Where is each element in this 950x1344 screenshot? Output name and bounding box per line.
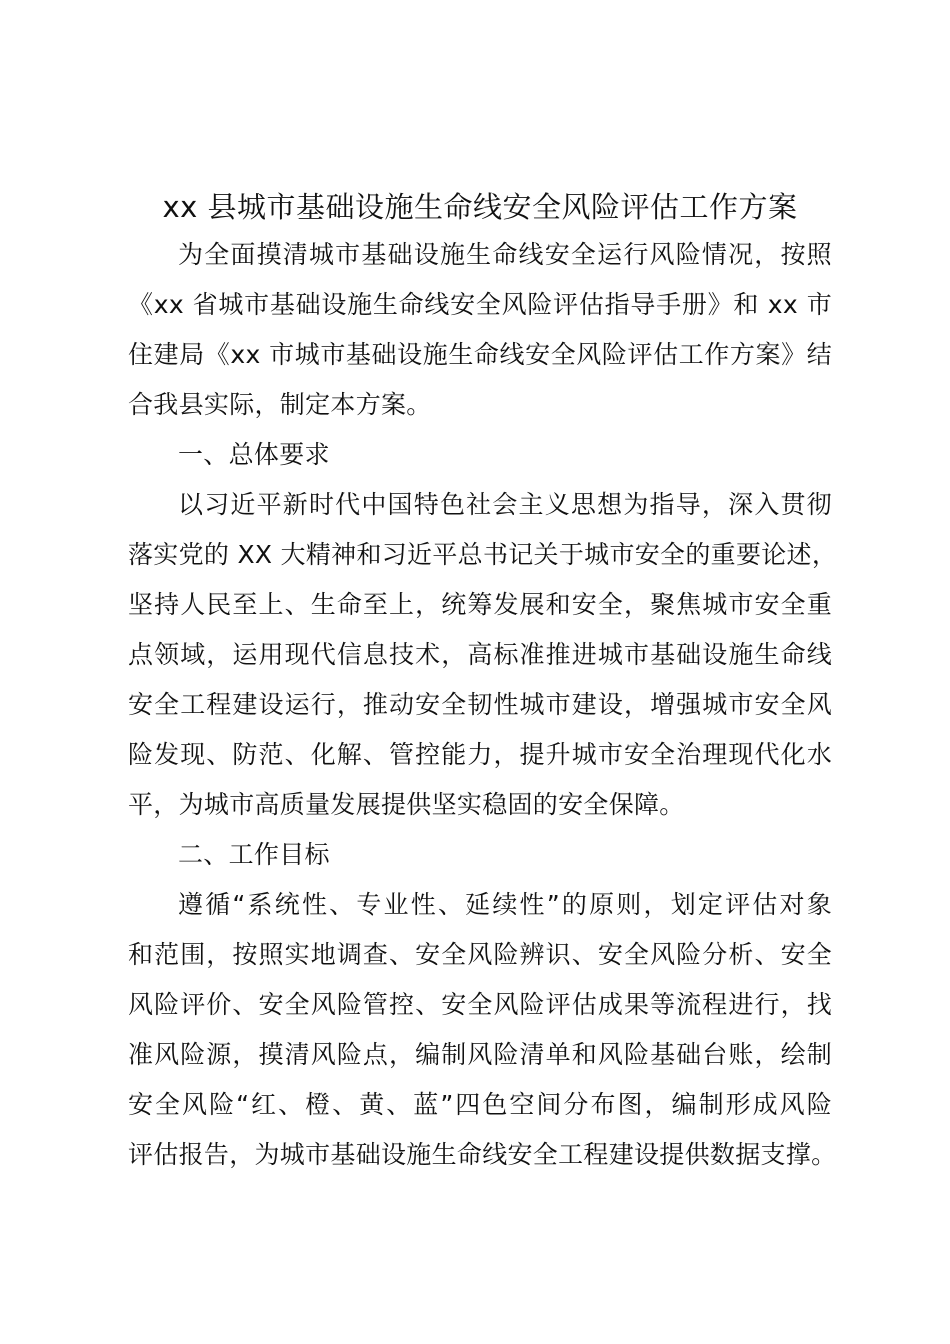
paragraph-line: 《xx 省城市基础设施生命线安全风险评估指导手册》和 xx 市 <box>128 290 832 319</box>
section2-paragraph <box>128 880 837 1180</box>
paragraph-line: 落实党的 XX 大精神和习近平总书记关于城市安全的重要论述， <box>128 540 838 569</box>
paragraph-line: 为全面摸清城市基础设施生命线安全运行风险情况，按照 <box>178 240 832 269</box>
paragraph-line: 评估报告，为城市基础设施生命线安全工程建设提供数据支撑。 <box>128 1140 837 1169</box>
paragraph-line: 遵循“系统性、专业性、延续性”的原则，划定评估对象 <box>178 890 832 919</box>
paragraph-line: 准风险源，摸清风险点，编制风险清单和风险基础台账，绘制 <box>128 1040 832 1069</box>
section1-paragraph <box>128 480 838 830</box>
section-heading-general-requirements: 一、总体要求 <box>178 440 330 469</box>
section-heading-work-goals: 二、工作目标 <box>178 840 330 869</box>
paragraph-line: 安全风险“红、橙、黄、蓝”四色空间分布图，编制形成风险 <box>128 1090 832 1119</box>
paragraph-line: 住建局《xx 市城市基础设施生命线安全风险评估工作方案》结 <box>128 340 832 369</box>
document-body <box>128 230 838 1180</box>
paragraph-line: 安全工程建设运行，推动安全韧性城市建设，增强城市安全风 <box>128 690 832 719</box>
paragraph-line: 平，为城市高质量发展提供坚实稳固的安全保障。 <box>128 790 685 819</box>
paragraph-line: 险发现、防范、化解、管控能力，提升城市安全治理现代化水 <box>128 740 832 769</box>
paragraph-line: 和范围，按照实地调查、安全风险辨识、安全风险分析、安全 <box>128 940 832 969</box>
document-title: xx 县城市基础设施生命线安全风险评估工作方案 <box>162 190 798 224</box>
paragraph-line: 以习近平新时代中国特色社会主义思想为指导，深入贯彻 <box>178 490 832 519</box>
paragraph-line: 风险评价、安全风险管控、安全风险评估成果等流程进行，找 <box>128 990 832 1019</box>
paragraph-line: 坚持人民至上、生命至上，统筹发展和安全，聚焦城市安全重 <box>128 590 832 619</box>
intro-paragraph <box>128 230 832 430</box>
paragraph-line: 点领域，运用现代信息技术，高标准推进城市基础设施生命线 <box>128 640 832 669</box>
paragraph-line: 合我县实际，制定本方案。 <box>128 390 432 419</box>
